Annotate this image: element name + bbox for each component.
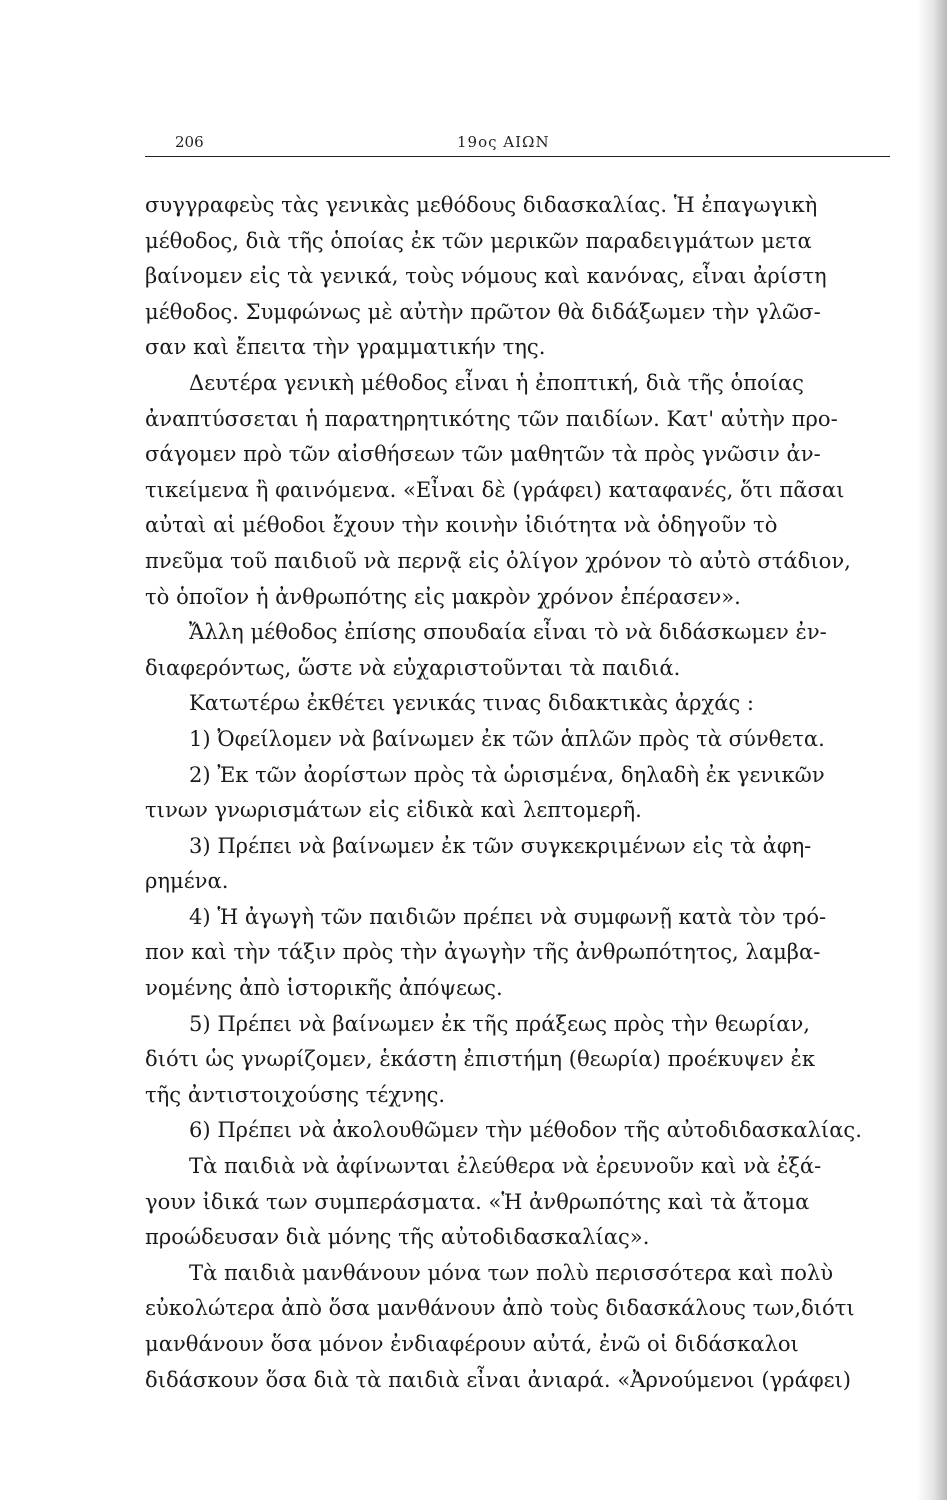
text-line: πον καὶ τὴν τάξιν πρὸς τὴν ἀγωγὴν τῆς ἀνθρωπότητος, λαμβα- [145,939,821,965]
text-line: 3) Πρέπει νὰ βαίνωμεν ἐκ τῶν συγκεκριμένων εἰς τὰ ἀφη- [189,832,812,858]
text-line: τῆς ἀντιστοιχούσης τέχνης. [145,1081,446,1107]
text-line: διαφερόντως, ὥστε νὰ εὐχαριστοῦνται τὰ παιδιά. [145,654,681,680]
text-line: προώδευσαν διὰ μόνης τῆς αὐτοδιδασκαλίας». [145,1224,650,1250]
text-line: γουν ἰδικά των συμπεράσματα. «Ἡ ἀνθρωπότης καὶ τὰ ἄτομα [145,1188,810,1214]
text-line: τὸ ὁποῖον ἡ ἀνθρωπότης εἰς μακρὸν χρόνον ἐπέρασεν». [145,583,741,609]
text-line: διότι ὡς γνωρίζομεν, ἑκάστη ἐπιστήμη (θεωρία) προέκυψεν ἐκ [145,1046,816,1072]
text-line: 4) Ἡ ἀγωγὴ τῶν παιδιῶν πρέπει νὰ συμφωνῇ κατὰ τὸν τρό- [189,903,827,929]
text-line: εὐκολώτερα ἀπὸ ὅσα μανθάνουν ἀπὸ τοὺς διδασκάλους των,διότι [145,1295,855,1321]
text-line: τικείμενα ἢ φαινόμενα. «Εἶναι δὲ (γράφει) καταφανές, ὅτι πᾶσαι [145,476,845,502]
text-line: μέθοδος. Συμφώνως μὲ αὐτὴν πρῶτον θὰ διδάξωμεν τὴν γλῶσ- [145,298,821,324]
text-line: διδάσκουν ὅσα διὰ τὰ παιδιὰ εἶναι ἀνιαρά. «Ἀρνούμενοι (γράφει) [145,1366,852,1392]
text-line: ἀναπτύσσεται ἡ παρατηρητικότης τῶν παιδίων. Κατ' αὐτὴν προ- [145,405,838,431]
text-line: 1) Ὀφείλομεν νὰ βαίνωμεν ἐκ τῶν ἁπλῶν πρὸς τὰ σύνθετα. [189,725,825,751]
text-line: νομένης ἀπὸ ἱστορικῆς ἀπόψεως. [145,975,503,1001]
text-line: μανθάνουν ὅσα μόνον ἐνδιαφέρουν αὐτά, ἐνῶ οἱ διδάσκαλοι [145,1331,799,1356]
text-line: 5) Πρέπει νὰ βαίνωμεν ἐκ τῆς πράξεως πρὸς τὴν θεωρίαν, [189,1010,810,1036]
text-line: 2) Ἐκ τῶν ἀορίστων πρὸς τὰ ὡρισμένα, δηλαδὴ ἐκ γενικῶν [189,761,825,787]
text-line: Τὰ παιδιὰ μανθάνουν μόνα των πολὺ περισσότερα καὶ πολὺ [189,1259,834,1285]
text-line: σάγομεν πρὸ τῶν αἰσθήσεων τῶν μαθητῶν τὰ πρὸς γνῶσιν ἀν- [145,441,821,467]
page-edge-shadow [917,0,947,1500]
text-line: Τὰ παιδιὰ νὰ ἀφίνωνται ἐλεύθερα νὰ ἐρευνοῦν καὶ νὰ ἐξά- [189,1153,822,1179]
running-title: 19ος ΑΙΩΝ [457,133,550,151]
page-number: 206 [175,133,204,151]
text-line: βαίνομεν εἰς τὰ γενικά, τοὺς νόμους καὶ κανόνας, εἶναι ἀρίστη [145,263,827,289]
text-line: σαν καὶ ἔπειτα τὴν γραμματικήν της. [145,334,546,360]
text-line: Ἄλλη μέθοδος ἐπίσης σπουδαία εἶναι τὸ νὰ διδάσκωμεν ἐν- [189,619,827,645]
text-line: συγγραφεὺς τὰς γενικὰς μεθόδους διδασκαλίας. Ἡ ἐπαγωγικὴ [145,192,818,217]
text-line: 6) Πρέπει νὰ ἀκολουθῶμεν τὴν μέθοδον τῆς αὐτοδιδασκαλίας. [189,1117,862,1143]
page-header [145,130,890,157]
text-line: αὐταὶ αἱ μέθοδοι ἔχουν τὴν κοινὴν ἰδιότητα νὰ ὁδηγοῦν τὸ [145,512,778,538]
body-text [145,187,905,1397]
text-line: τινων γνωρισμάτων εἰς εἰδικὰ καὶ λεπτομερῆ. [145,797,642,823]
text-line: Δευτέρα γενικὴ μέθοδος εἶναι ἡ ἐποπτική, διὰ τῆς ὁποίας [189,369,804,395]
text-line: Κατωτέρω ἐκθέτει γενικάς τινας διδακτικὰς ἀρχάς : [189,690,755,716]
text-line: μέθοδος, διὰ τῆς ὁποίας ἐκ τῶν μερικῶν παραδειγμάτων μετα [145,227,812,253]
text-line: ρημένα. [145,868,229,894]
text-line: πνεῦμα τοῦ παιδιοῦ νὰ περνᾷ εἰς ὀλίγον χρόνον τὸ αὐτὸ στάδιον, [145,547,851,573]
